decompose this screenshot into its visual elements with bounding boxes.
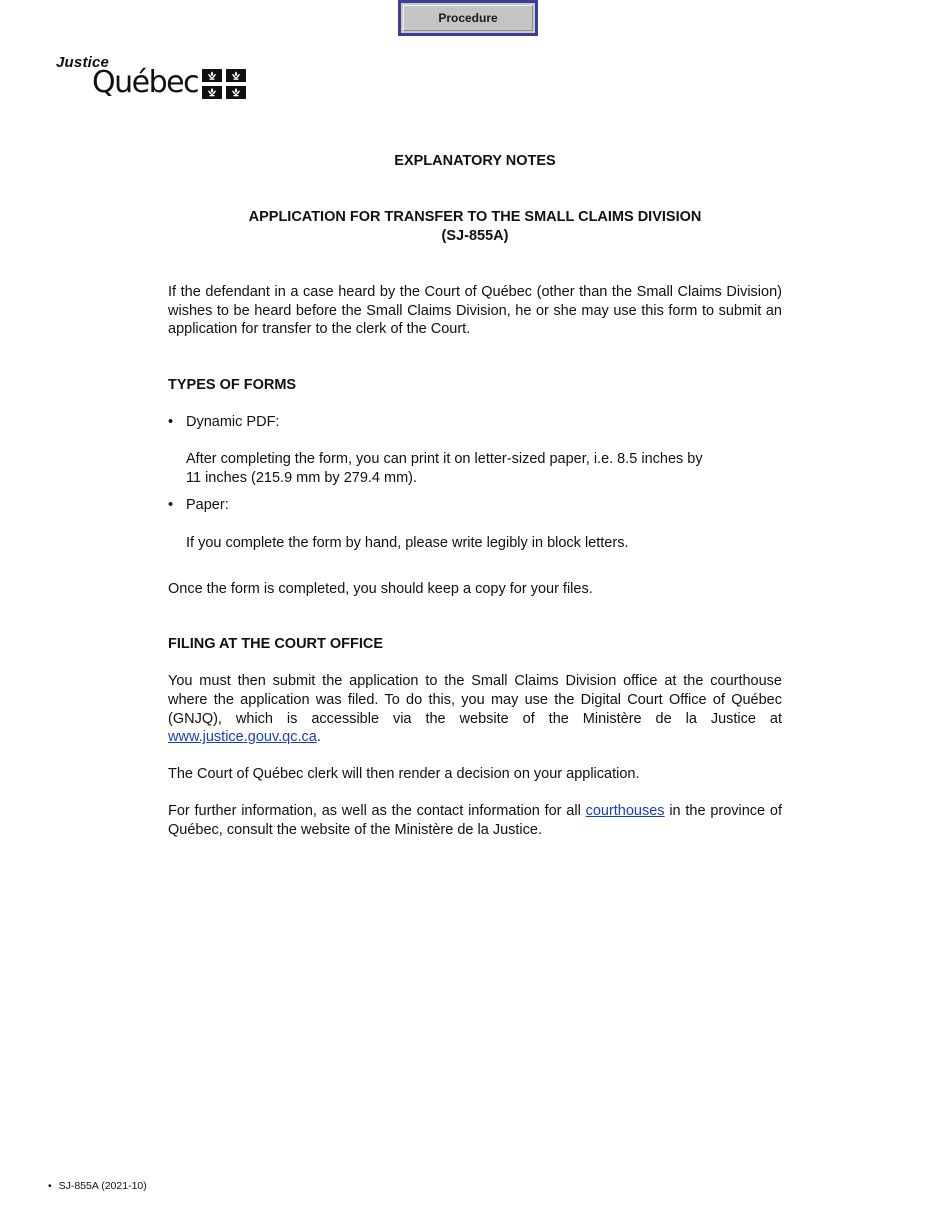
courthouses-link[interactable]: courthouses (585, 803, 665, 820)
types-of-forms-heading: TYPES OF FORMS (168, 376, 297, 393)
further-info-text: For further information, as well as the contact information for all (168, 803, 586, 820)
filing-paragraph (168, 672, 782, 746)
application-title: APPLICATION FOR TRANSFER TO THE SMALL CLAIMS DIVISION (248, 209, 702, 225)
procedure-button[interactable] (398, 0, 538, 36)
form-type-description-line: After completing the form, you can print it on letter-sized paper, i.e. 8.5 inches by (186, 451, 703, 468)
intro-paragraph: If the defendant in a case heard by the Court of Québec (other than the Small Claims Division) wishes to be heard before the Small Claims Division, he or she may use this form to submit an application for transfer to the clerk of the Court. (168, 284, 782, 338)
keep-copy-paragraph: Once the form is completed, you should keep a copy for your files. (168, 581, 593, 598)
list-item (168, 413, 782, 487)
notes-body (168, 283, 782, 840)
bullet-icon: • (168, 497, 174, 514)
procedure-button-label: Procedure (403, 5, 533, 31)
footer-bullet: • (48, 1180, 52, 1192)
explanatory-notes-heading: EXPLANATORY NOTES (394, 153, 556, 169)
further-info-text-end: in the province of Québec, consult the website of the Ministère de la Justice. (168, 803, 782, 839)
further-info-paragraph (168, 802, 782, 839)
clerk-decision-paragraph: The Court of Québec clerk will then render a decision on your application. (168, 766, 640, 783)
filing-paragraph-text: You must then submit the application to the Small Claims Division office at the courthouse where the application was filed. To do this, you may use the Digital Court Office of Québec (GNJQ), which is accessible via the website of the Ministère de la Justice at (168, 673, 782, 727)
form-type-label: Dynamic PDF: (186, 413, 280, 430)
logo-quebec-text: Québec (92, 65, 199, 100)
form-type-description-line: If you complete the form by hand, please write legibly in block letters. (186, 534, 629, 551)
form-code-heading: (SJ-855A) (441, 228, 509, 244)
filing-heading: FILING AT THE COURT OFFICE (168, 635, 384, 652)
filing-paragraph-end: . (316, 729, 321, 746)
bullet-icon: • (168, 413, 174, 430)
list-item (168, 496, 782, 552)
form-type-description-line: 11 inches (215.9 mm by 279.4 mm). (186, 469, 418, 486)
form-type-label: Paper: (186, 497, 229, 514)
quebec-flag-icon (202, 69, 246, 99)
justice-website-link[interactable]: www.justice.gouv.qc.ca (168, 729, 317, 746)
footer-form-code (48, 1180, 147, 1192)
logo-justice-text: Justice (56, 54, 110, 71)
footer-code: SJ-855A (2021-10) (58, 1180, 147, 1192)
justice-quebec-logo (56, 54, 256, 106)
